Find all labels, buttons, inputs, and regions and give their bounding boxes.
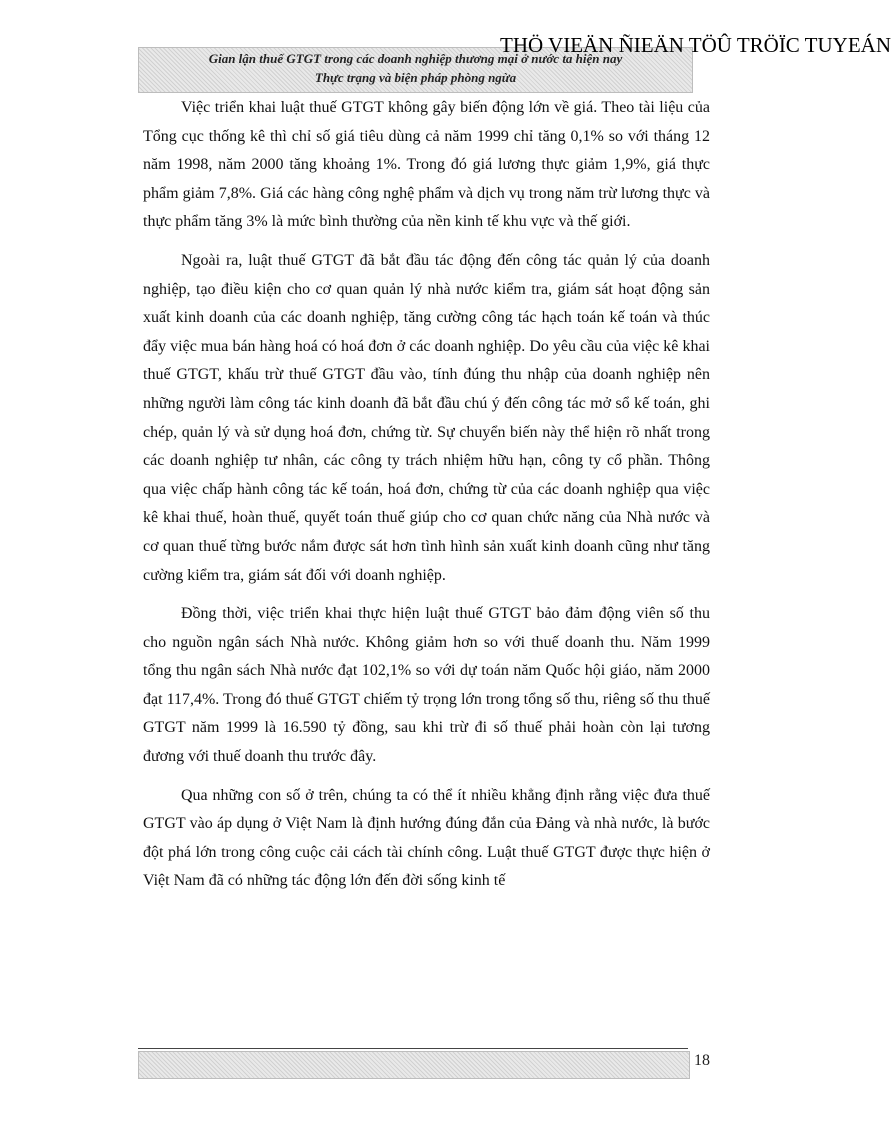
running-header-subtitle: Thực trạng và biện pháp phòng ngừa [314,70,517,85]
paragraph-conclusion: Qua những con số ở trên, chúng ta có thể ít nhiều khẳng định rằng việc đưa thuế GTGT vào áp dụng ở Việt Nam là định hướng đúng đắn của Đảng và nhà nước, là bước đột phá lớn trong công cuộc cải cách tài chính công. Luật thuế GTGT được thực hiện ở Việt Nam đã có những tác động lớn đến đời sống kinh tế [143,786,710,890]
page-number: 18 [694,1052,710,1069]
running-footer [138,1051,690,1079]
library-watermark: THÖ VIEÄN ÑIEÄN TÖÛ TRÖÏC TUYEÁN [500,33,891,57]
document-body [143,94,710,906]
paragraph-budget-revenue: Đồng thời, việc triển khai thực hiện luật thuế GTGT bảo đảm động viên số thu cho nguồn ngân sách Nhà nước. Không giảm hơn so với thuế doanh thu. Năm 1999 tổng thu ngân sách Nhà nước đạt 102,1% so với dự toán năm Quốc hội giáo, năm 2000 đạt 117,4%. Trong đó thuế GTGT chiếm tỷ trọng lớn trong tổng số thu, riêng số thu thuế GTGT năm 1999 là 16.590 tỷ đồng, sau khi trừ đi số thuế phải hoàn còn lại tương đương với thuế doanh thu trước đây. [143,605,710,766]
footer-divider [138,1048,688,1049]
running-header-title: Gian lận thuế GTGT trong các doanh nghiệp thương mại ở nước ta hiện nay [208,51,623,66]
paragraph-price-impact: Việc triển khai luật thuế GTGT không gây biến động lớn về giá. Theo tài liệu của Tổng cục thống kê thì chỉ số giá tiêu dùng cả năm 1999 chỉ tăng 0,1% so với tháng 12 năm 1998, năm 2000 tăng khoảng 1%. Trong đó giá lương thực giảm 1,9%, giá thực phẩm giảm 7,8%. Giá các hàng công nghệ phẩm và dịch vụ trong năm trừ lương thực và thực phẩm tăng 3% là mức bình thường của nền kinh tế khu vực và thế giới. [143,99,710,231]
paragraph-management-impact: Ngoài ra, luật thuế GTGT đã bắt đầu tác động đến công tác quản lý của doanh nghiệp, tạo điều kiện cho cơ quan quản lý nhà nước kiểm tra, giám sát hoạt động sản xuất kinh doanh của các doanh nghiệp, tăng cường công tác hạch toán kế toán và thúc đẩy việc mua bán hàng hoá có hoá đơn ở các doanh nghiệp. Do yêu cầu của việc kê khai thuế GTGT, khấu trừ thuế GTGT đầu vào, tính đúng thu nhập của doanh nghiệp nên những người làm công tác kinh doanh đã bắt đầu chú ý đến công tác mở sổ kế toán, ghi chép, quản lý và sử dụng hoá đơn, chứng từ. Sự chuyển biến này thể hiện rõ nhất trong các doanh nghiệp tư nhân, các công ty trách nhiệm hữu hạn, công ty cổ phần. Thông qua việc chấp hành công tác kế toán, hoá đơn, chứng từ của các doanh nghiệp qua việc kê khai thuế, hoàn thuế, quyết toán thuế giúp cho cơ quan chức năng của Nhà nước và cơ quan thuế từng bước nắm được sát hơn tình hình sản xuất kinh doanh cũng như tăng cường kiểm tra, giám sát đối với doanh nghiệp. [143,251,710,584]
